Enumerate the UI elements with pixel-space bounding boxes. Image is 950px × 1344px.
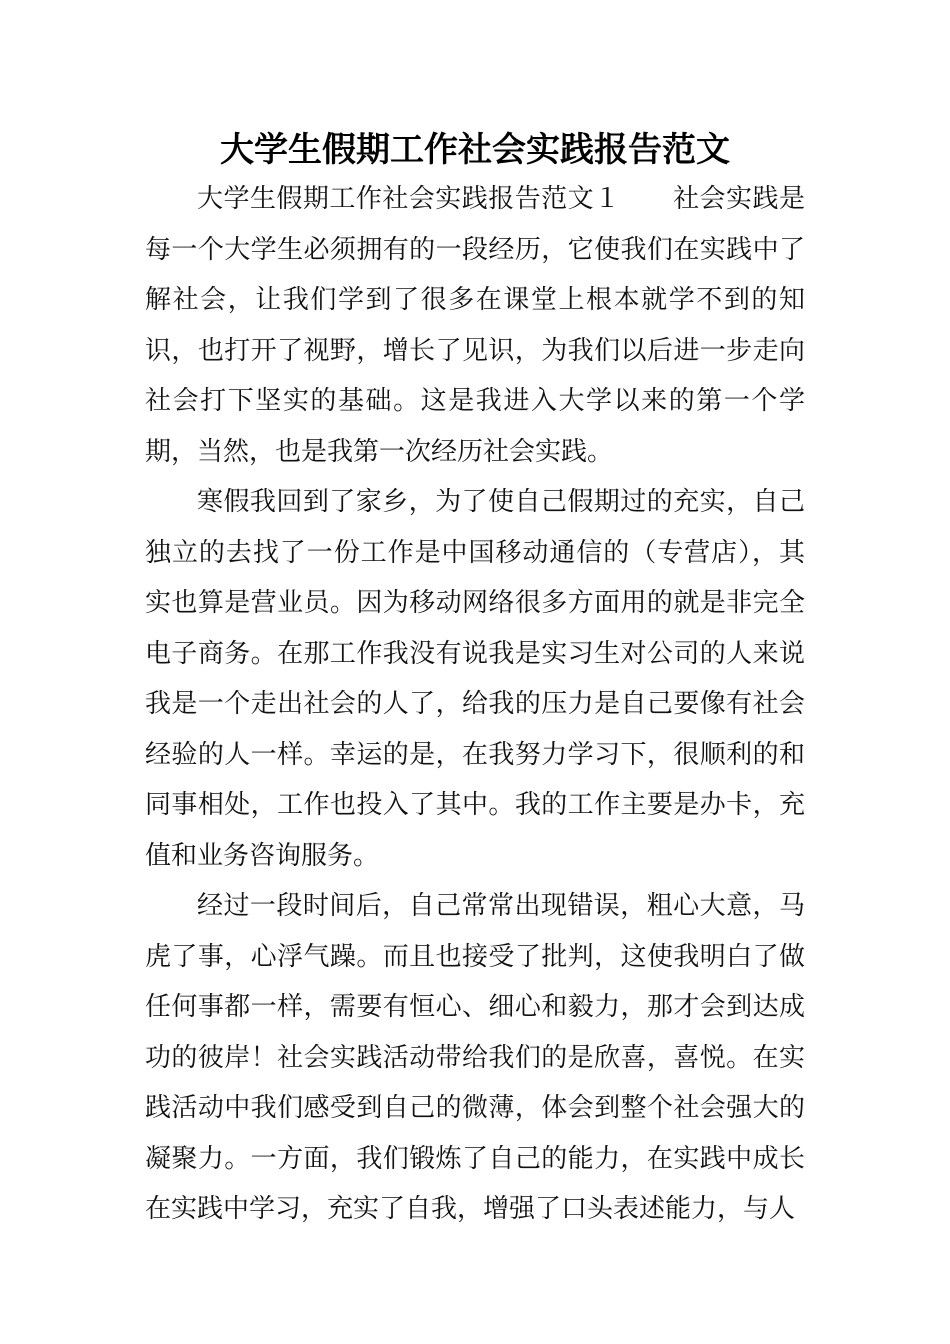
paragraph-3: 经过一段时间后，自己常常出现错误，粗心大意，马虎了事，心浮气躁。而且也接受了批判，这使我明白了做任何事都一样，需要有恒心、细心和毅力，那才会到达成功的彼岸！社会实践活动带给我们的是欣喜，喜悦。在实践活动中我们感受到自己的微薄，体会到整个社会强大的凝聚力。一方面，我们锻炼了自己的能力，在实践中成长在实践中学习，充实了自我，增强了口头表述能力，与人 [145, 891, 805, 1224]
document-title: 大学生假期工作社会实践报告范文 [220, 130, 730, 170]
paragraph-1 [145, 174, 805, 477]
lead-heading: 大学生假期工作社会实践报告范文１ [197, 184, 621, 214]
document-body [145, 174, 805, 1235]
paragraph-1-text: 社会实践是每一个大学生必须拥有的一段经历，它使我们在实践中了解社会，让我们学到了很多在课堂上根本就学不到的知识，也打开了视野，增长了见识，为我们以后进一步走向社会打下坚实的基础。这是我进入大学以来的第一个学期，当然，也是我第一次经历社会实践。 [145, 184, 805, 467]
paragraph-2: 寒假我回到了家乡，为了使自己假期过的充实，自己独立的去找了一份工作是中国移动通信的（专营店），其实也算是营业员。因为移动网络很多方面用的就是非完全电子商务。在那工作我没有说我是实习生对公司的人来说我是一个走出社会的人了，给我的压力是自己要像有社会经验的人一样。幸运的是，在我努力学习下，很顺利的和同事相处，工作也投入了其中。我的工作主要是办卡，充值和业务咨询服务。 [145, 487, 805, 871]
